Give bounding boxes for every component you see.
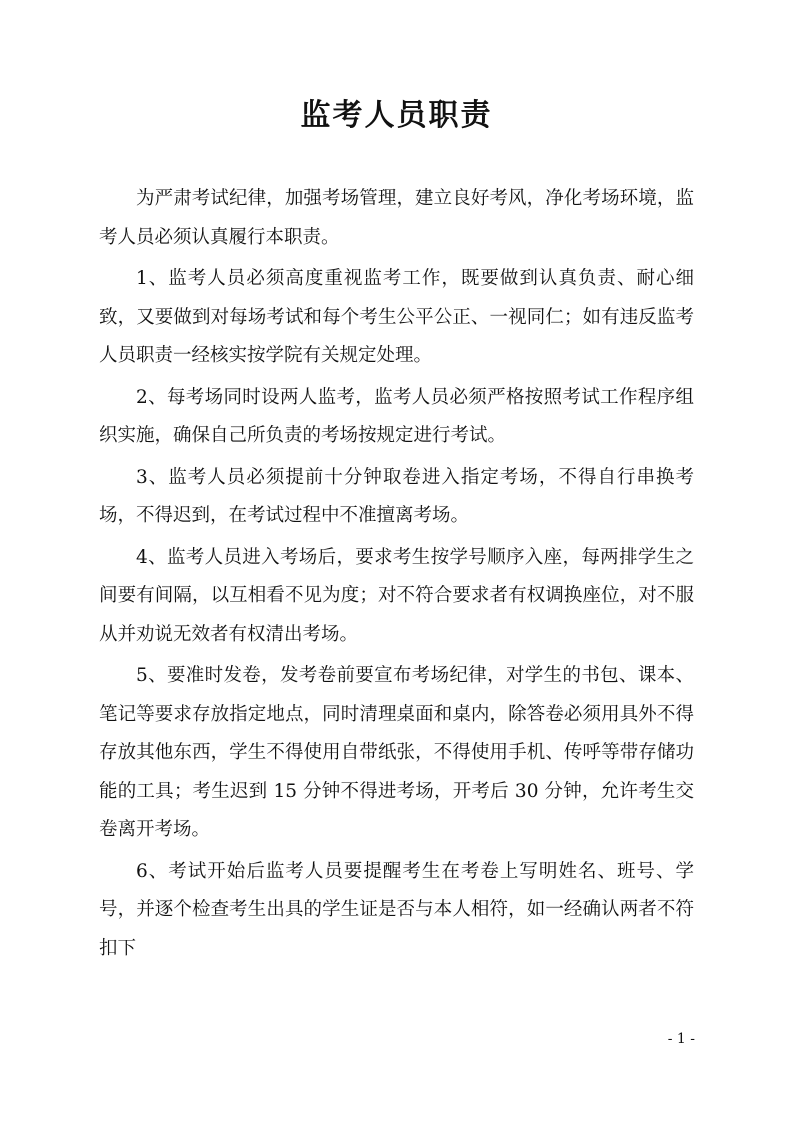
paragraph-5: 5、要准时发卷，发考卷前要宣布考场纪律，对学生的书包、课本、笔记等要求存放指定地点，同时清理桌面和桌内，除答卷必须用具外不得存放其他东西，学生不得使用自带纸张，不得使用手机、传呼等带存储功能的工具；考生迟到 15 分钟不得进考场，开考后 30 分钟，允许考生交卷离开考场。 — [99, 665, 694, 840]
document-body — [99, 180, 694, 968]
paragraph-6: 6、考试开始后监考人员要提醒考生在考卷上写明姓名、班号、学号，并逐个检查考生出具的学生证是否与本人相符，如一经确认两者不符扣下 — [99, 860, 694, 959]
intro-paragraph: 为严肃考试纪律，加强考场管理，建立良好考风，净化考场环境，监考人员必须认真履行本职责。 — [99, 188, 694, 248]
paragraph-4: 4、监考人员进入考场后，要求考生按学号顺序入座，每两排学生之间要有间隔，以互相看不见为度；对不符合要求者有权调换座位，对不服从并劝说无效者有权清出考场。 — [99, 546, 694, 645]
paragraph-1: 1、监考人员必须高度重视监考工作，既要做到认真负责、耐心细致，又要做到对每场考试和每个考生公平公正、一视同仁；如有违反监考人员职责一经核实按学院有关规定处理。 — [99, 268, 694, 366]
paragraph-3: 3、监考人员必须提前十分钟取卷进入指定考场，不得自行串换考场，不得迟到，在考试过程中不准擅离考场。 — [99, 466, 694, 526]
document-title: 监考人员职责 — [300, 98, 493, 133]
paragraph-2: 2、每考场同时设两人监考，监考人员必须严格按照考试工作程序组织实施，确保自己所负责的考场按规定进行考试。 — [99, 386, 694, 446]
page-number: - 1 - — [667, 1031, 695, 1047]
